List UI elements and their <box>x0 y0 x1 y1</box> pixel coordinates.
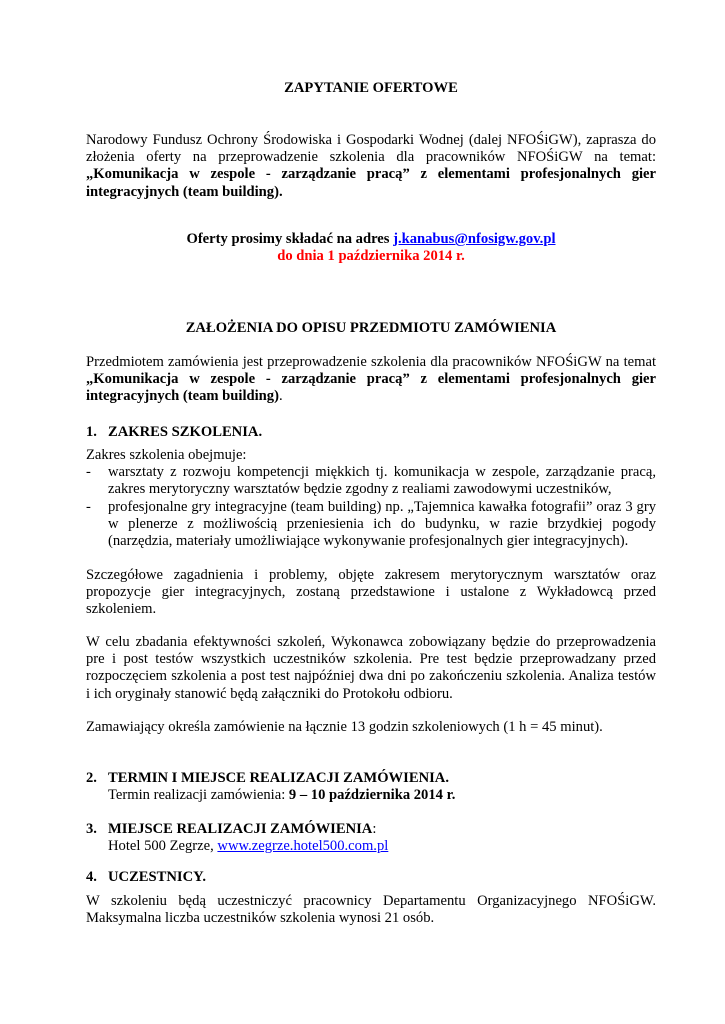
section-3 <box>86 821 656 855</box>
section-3-heading <box>86 821 656 838</box>
section-1-heading <box>86 424 656 441</box>
evaluation-paragraph: W celu zbadania efektywności szkoleń, Wykonawca zobowiązany będzie do przeprowadzenia pre i post testów wszystkich uczestników szkolenia. Pre test będzie przeprowadzany przed rozpoczęciem szkolenia a post test najpóźniej dwa dni po zakończeniu szkolenia. Analiza testów i ich oryginały stanowić będą załączniki do Protokołu odbioru. <box>86 634 656 702</box>
subject-end: . <box>278 388 283 405</box>
dash-bullet: - <box>86 498 91 515</box>
intro-text: Narodowy Fundusz Ochrony Środowiska i Gospodarki Wodnej (dalej NFOŚiGW), zaprasza do złożenia oferty na przeprowadzenie szkolenia dla pracowników NFOŚiGW na temat: <box>86 132 656 166</box>
section-3-title: MIEJSCE REALIZACJI ZAMÓWIENIA <box>108 821 373 837</box>
list-item-text: warsztaty z rozwoju kompetencji miękkich tj. komunikacja w zespole, zarządzanie pracą, zakres merytoryczny warsztatów będzie zgodny z realiami zawodowymi uczestników, <box>108 464 656 498</box>
venue-url-link[interactable]: www.zegrze.hotel500.com.pl <box>217 838 389 855</box>
intro-topic: „Komunikacja w zespole - zarządzanie pracą” z elementami profesjonalnych gier integracyjnych (team building). <box>86 166 656 200</box>
section-2 <box>86 770 656 804</box>
offer-deadline: do dnia 1 października 2014 r. <box>277 248 465 265</box>
section-4-title: UCZESTNICY. <box>108 869 207 885</box>
section-1-number: 1. <box>86 424 97 440</box>
list-item <box>86 464 656 498</box>
section-2-title: TERMIN I MIEJSCE REALIZACJI ZAMÓWIENIA. <box>108 770 449 786</box>
section-4-heading <box>86 869 656 886</box>
section-2-heading <box>86 770 656 787</box>
section-4-number: 4. <box>86 869 97 885</box>
term-label: Termin realizacji zamówienia: <box>108 787 289 804</box>
subject-topic: „Komunikacja w zespole - zarządzanie pracą” z elementami profesjonalnych gier integracyjnych (team building) <box>86 371 656 405</box>
list-item <box>86 499 656 551</box>
section-1-scope <box>86 447 656 550</box>
intro-paragraph <box>86 132 656 201</box>
section-3-venue <box>86 838 656 855</box>
section-1-title: ZAKRES SZKOLENIA. <box>108 424 263 440</box>
subject-text: Przedmiotem zamówienia jest przeprowadzenie szkolenia dla pracowników NFOŚiGW na temat <box>86 354 656 370</box>
list-item-text: profesjonalne gry integracyjne (team building) np. „Tajemnica kawałka fotografii” oraz 3 gry w plenerze z możliwością przeniesienia ich do budynku, w razie brzydkiej pogody (narzędzia, materiały umożliwiające wykonywanie profesjonalnych gier integracyjnych). <box>108 498 656 550</box>
hours-paragraph: Zamawiający określa zamówienie na łącznie 13 godzin szkoleniowych (1 h = 45 minut). <box>86 719 603 735</box>
section-2-number: 2. <box>86 770 97 786</box>
details-paragraph: Szczegółowe zagadnienia i problemy, objęte zakresem merytorycznym warsztatów oraz propozycje gier integracyjnych, zostaną przedstawione i ustalone z Wykładowcą przed szkoleniem. <box>86 567 656 618</box>
section-title: ZAŁOŻENIA DO OPISU PRZEDMIOTU ZAMÓWIENIA <box>185 320 557 336</box>
subject-paragraph <box>86 354 656 406</box>
offer-block <box>86 231 656 265</box>
document-title: ZAPYTANIE OFERTOWE <box>284 80 458 96</box>
offer-email-link[interactable]: j.kanabus@nfosigw.gov.pl <box>393 231 556 247</box>
term-value: 9 – 10 października 2014 r. <box>288 787 456 804</box>
offer-line <box>86 231 656 248</box>
dash-bullet: - <box>86 464 91 481</box>
participants-paragraph: W szkoleniu będą uczestniczyć pracownicy Departamentu Organizacyjnego NFOŚiGW. Maksymalna liczba uczestników szkolenia wynosi 21 osób. <box>86 893 656 927</box>
section-3-colon: : <box>372 821 377 837</box>
venue-label: Hotel 500 Zegrze, <box>108 838 218 855</box>
scope-list <box>86 464 656 550</box>
section-3-number: 3. <box>86 821 97 837</box>
section-2-term <box>86 787 656 804</box>
scope-lead: Zakres szkolenia obejmuje: <box>86 447 247 463</box>
offer-label: Oferty prosimy składać na adres <box>186 231 394 247</box>
